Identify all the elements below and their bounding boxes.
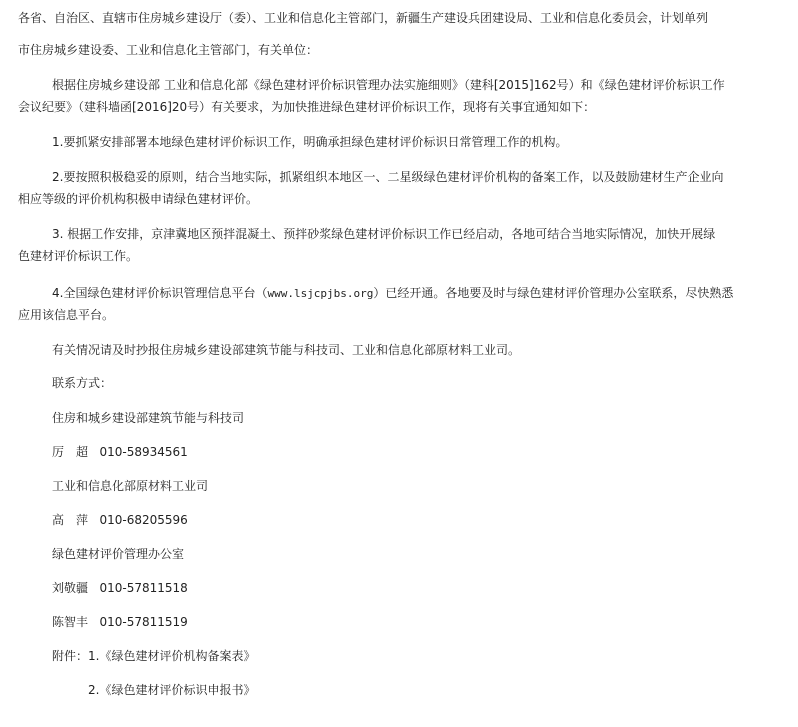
report-note: 有关情况请及时抄报住房城乡建设部建筑节能与科技司、工业和信息化部原材料工业司。 [52,343,521,357]
item-3-line-1: 3. 根据工作安排，京津冀地区预拌混凝土、预拌砂浆绿色建材评价标识工作已经启动，各地可结合当地实际情况，加快开展绿 [52,227,716,241]
item-3-line-2: 色建材评价标识工作。 [18,249,139,263]
intro-line-1: 根据住房城乡建设部 工业和信息化部《绿色建材评价标识管理办法实施细则》（建科[2015]162号）和《绿色建材评价标识工作 [52,78,725,92]
intro-line-2: 会议纪要》（建科墙函[2016]20号）有关要求，为加快推进绿色建材评价标识工作，现将有关事宜通知如下： [18,100,596,114]
item-4-text-b: ）已经开通。各地要及时与绿色建材评价管理办公室联系，尽快熟悉 [373,286,734,300]
item-4-line-1 [52,282,733,305]
item-2-line-1: 2.要按照积极稳妥的原则，结合当地实际，抓紧组织本地区一、二星级绿色建材评价机构的备案工作，以及鼓励建材生产企业向 [52,170,724,184]
contact-org-2-phone: 010-68205596 [99,513,188,527]
contact-org-3-person-2: 陈智丰 [52,615,89,629]
item-4-line-2: 应用该信息平台。 [18,308,115,322]
addressee-line-2: 市住房城乡建设委、工业和信息化主管部门，有关单位： [18,43,319,57]
attachment-1: 1.《绿色建材评价机构备案表》 [88,649,256,663]
addressee-line-1: 各省、自治区、直辖市住房城乡建设厅（委）、工业和信息化主管部门，新疆生产建设兵团建设局、工业和信息化委员会，计划单列 [18,11,709,25]
contact-org-2-name: 工业和信息化部原材料工业司 [52,479,209,493]
contact-org-2-person: 高 萍 [52,513,89,527]
item-2-line-2: 相应等级的评价机构积极申请绿色建材评价。 [18,192,259,206]
attachments-row-1 [52,645,255,667]
attachment-2: 2.《绿色建材评价标识申报书》 [88,683,256,697]
item-4-text-a: 4.全国绿色建材评价标识管理信息平台（ [52,286,268,300]
contact-org-1-person: 厉 超 [52,445,89,459]
platform-url: www.lsjcpjbs.org [267,287,374,300]
contact-org-1-phone: 010-58934561 [99,445,188,459]
item-1-line-1: 1.要抓紧安排部署本地绿色建材评价标识工作，明确承担绿色建材评价标识日常管理工作的机构。 [52,135,568,149]
contact-org-3-phone-1: 010-57811518 [99,581,188,595]
contact-org-3-row-2 [52,611,188,633]
contact-heading: 联系方式： [52,376,113,390]
contact-org-3-person-1: 刘敬疆 [52,581,89,595]
contact-org-2-row [52,509,188,531]
attachments-label: 附件： [52,649,89,663]
contact-org-1-row [52,441,188,463]
contact-org-1-name: 住房和城乡建设部建筑节能与科技司 [52,411,245,425]
contact-org-3-name: 绿色建材评价管理办公室 [52,547,185,561]
contact-org-3-row-1 [52,577,188,599]
contact-org-3-phone-2: 010-57811519 [99,615,188,629]
